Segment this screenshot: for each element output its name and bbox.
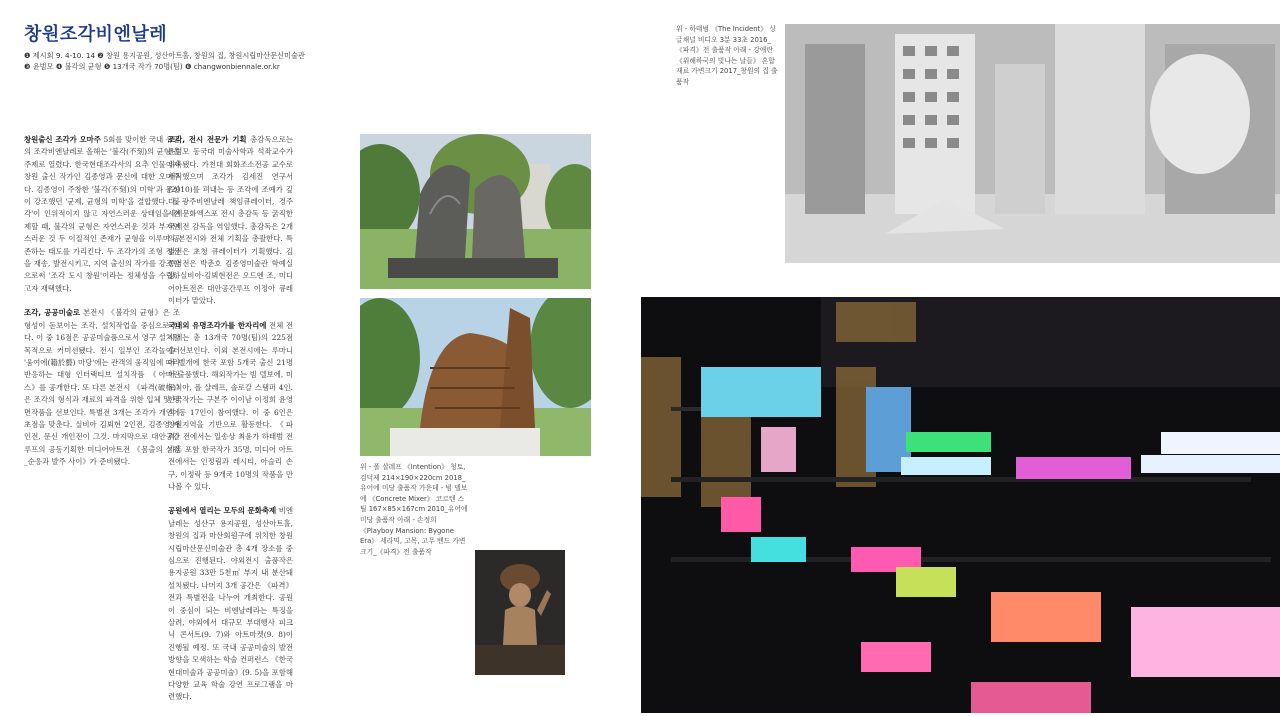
section-body: 전체 전시에는 총 13개국 70명(팀)의 225점을 선보인다. 이외 본전시에는 루마니아 벨개에 한국 포함 5개국 출신 21명이 출품했다. 해외작가는 빔 델보에, 미르치아, 폴 샬레프, 솔로갈 스탬퍼 4인. 한국작가는 구본주 이이남 이정희 윤영석 등 17인이 참여했다. 이 중 6인은 창원지역을 기반으로 활동한다. 《파격》전에서는 일송상 최윤가 하태범 전가홍 포함 한국작가 35명, 미디어 아트전에서는 인정림과 레시티, 아슬리 손구, 이정락 등 9개국 10명의 작품을 만나볼 수 있다. — [168, 320, 293, 491]
ceramic-figure-photo — [475, 550, 565, 675]
section-heading: 국내외 유명조각가를 한자리에 — [168, 320, 267, 330]
section-body: 5회를 맞이한 국내 유일의 조각비엔날레로 올해는 '불각(不刻)의 균형'을 주제로 열렸다. 한국현대조각사의 요추 인물이자 창원 출신 작가인 김종영과 문신에 대한 오마주다. 김종영이 주창한 '불각(不刻)의 미학'과 문신이 강조했던 '균제, 균형의 미학'을 결합했다. '불각'이 인위적이지 않고 자연스러운 상태임을 전제할 때, 불각의 균형은 자연스러운 것과 부자연스러운 것 두 이질적인 존재가 균형을 이루며 공존하는 태도를 가리킨다. 두 조각가의 조형 정신을 재송, 발전시키고, 지역 출신의 작가를 강조함으로써 '조각 도시 창원'이라는 정체성을 수립하고자 재택했다. — [24, 135, 180, 293]
exhibition-info — [24, 50, 354, 72]
concrete-mixer-sculpture-photo — [360, 298, 591, 456]
info-line-1: ❶ 제시회 9. 4-10. 14 ❷ 창원 용지공원, 성산아트홀, 창원의 집, 창원시립마산문신미술관 — [24, 51, 305, 60]
section-heading: 조각, 공공미술로 — [24, 308, 80, 318]
section-heading: 조각, 전시 전문가 기획 — [168, 135, 247, 144]
glowing-books-installation-photo — [641, 297, 1280, 713]
page-title: 창원조각비엔날레 — [24, 24, 168, 45]
photo-caption-left: 위 - 폴 샬레프 《Intention》 청토, 검덕제 214×190×220cm 2018_유어에 미당 출품작 가운데 - 빔 델보에 《Concrete Mixer》 코르텐 스틸 167×85×167cm 2010_유어에 미당 출품작 아래 - 손정희 《Playboy Mansion: Bygone Era》 세라믹, 고목, 고무 밴드 가변크기_《파격》전 출품작 — [360, 463, 468, 556]
article-column-1 — [24, 134, 180, 481]
photo-caption-right: 위 - 하태범 《The Incident》 싱글채널 비디오 3분 33초 2016_《파격》전 출품작 아래 - 강애란 《위해하국의 빛나는 날들》 혼합재료 가변크기 2017_창원의 집 출품작 — [676, 25, 778, 86]
stone-sculpture-photo — [360, 134, 591, 289]
section-body: 비엔날레는 성산구 용지공원, 성산아트홀, 창원의 집과 마산회원구에 위치한 창원시립마산문신미술관 총 4개 장소를 중심으로 진행된다. 야외전시 출품작은 용지공원 33만 5천㎡ 부지 내 분산돼 설치됐다. 나머지 3개 공간은 《파격》전과 특별전을 나누어 개최한다. 공원이 중심이 되는 비엔날레라는 특징을 살려, 야외에서 대규모 부대행사 피크닉 콘서트(9. 7)와 아트마켓(9. 8)이 진행될 예정. 또 국내 공공미술의 발전방향을 모색하는 학술 컨퍼런스 《한국현대미술과 공공미술》(9. 5)을 포함해 다양한 교육 학술 강연 프로그램을 마련했다. — [168, 506, 293, 702]
section-heading: 공원에서 열리는 모두의 문화축제 — [168, 506, 277, 516]
info-line-2: ❸ 윤범모 ❹ 불각의 균형 ❺ 13개국 작가 70명(팀) ❻ changwonbiennale.or.kr — [24, 62, 280, 71]
section-heading: 창원출신 조각가 오마주 — [24, 135, 101, 144]
white-city-installation-photo — [785, 24, 1280, 263]
section-body: 총감독으로는 윤범모 동국대 미술사학과 석좌교수가 위촉됐다. 가천대 회화조소전공 교수로 재직했으며 조각가 김세진 연구서(2010)를 펴내는 등 조각에 조예가 깊다. 광주비엔날레 책임큐레이터, 경주 세계문화엑스포 전시 총감독 등 굵직한 국제전 감독을 역임했다. 총감독은 2개의 본전시와 전체 기획을 총괄한다. 특별전은 초청 큐레이터가 기획했다. 김종영전은 박춘호 김종영미술관 학예실장, 실비아-김뵈현전은 오드엔 조, 미디어아트전은 대안공간루프 이정아 큐레이터가 맡았다. — [168, 135, 293, 306]
article-column-2 — [168, 134, 293, 716]
section-body: 본전시 《불각의 균형》은 조형성이 돋보이는 조각, 설치작업을 중심으로 한다. 이 중 16점은 공공미술품으로서 영구 설치할 목적으로 커미션됐다. 전시 일부인 조각놀이터 '움여에(籍於藝) 마당'에는 관객의 움직임에 따라 반응하는 대형 인터랙티브 설치작품 《아마란스》를 공개한다. 또 다른 본전시 《파격(破格)》은 조각의 형식과 재료의 파격을 위한 입체 및 평면작품을 선보인다. 특별전 3개는 조각가 개인에 초점을 맞춘다. 실비아 김뵈현 2인전, 김종영 개인전, 문신 개인전이 그것. 마지막으로 대안공간루프의 공동기획한 미디어아트전 《몸출의 실천_순응과 발주 사이》가 준비됐다. — [24, 308, 181, 467]
